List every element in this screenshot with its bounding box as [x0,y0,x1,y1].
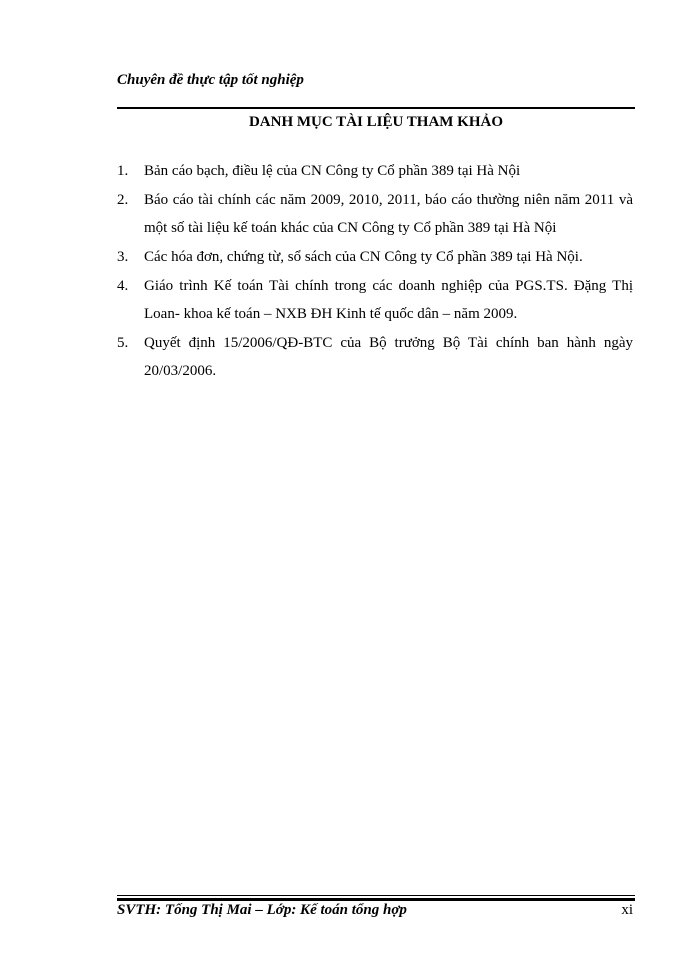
reference-number: 5. [117,335,129,351]
reference-list [117,157,633,386]
reference-item-5 [117,329,633,385]
header-title: Chuyên đề thực tập tốt nghiệp [117,72,304,88]
reference-item-4 [117,272,633,328]
reference-number: 4. [117,278,129,294]
page-number: xi [621,902,633,918]
reference-text: Quyết định 15/2006/QĐ-BTC của Bộ trưởng Bộ Tài chính ban hành ngày 20/03/2006. [144,335,633,379]
document-title: DANH MỤC TÀI LIỆU THAM KHẢO [248,114,504,130]
reference-text: Bản cáo bạch, điều lệ của CN Công ty Cổ phần 389 tại Hà Nội [144,163,521,179]
reference-item-2 [117,186,633,242]
reference-text: Giáo trình Kế toán Tài chính trong các doanh nghiệp của PGS.TS. Đặng Thị Loan- khoa kế toán – NXB ĐH Kinh tế quốc dân – năm 2009. [144,278,633,322]
reference-number: 2. [117,192,129,208]
reference-item-1 [117,157,633,185]
reference-number: 1. [117,163,129,179]
reference-item-3 [117,243,633,271]
reference-number: 3. [117,249,129,265]
reference-text: Các hóa đơn, chứng từ, sổ sách của CN Công ty Cổ phần 389 tại Hà Nội. [144,249,583,265]
footer-student-info: SVTH: Tống Thị Mai – Lớp: Kế toán tổng hợp [117,902,407,918]
footer-divider-thin [117,895,635,896]
footer-divider-thick [117,898,635,901]
header-divider [117,107,635,109]
reference-text: Báo cáo tài chính các năm 2009, 2010, 2011, báo cáo thường niên năm 2011 và một số tài liệu kế toán khác của CN Công ty Cổ phần 389 tại Hà Nội [144,192,633,236]
